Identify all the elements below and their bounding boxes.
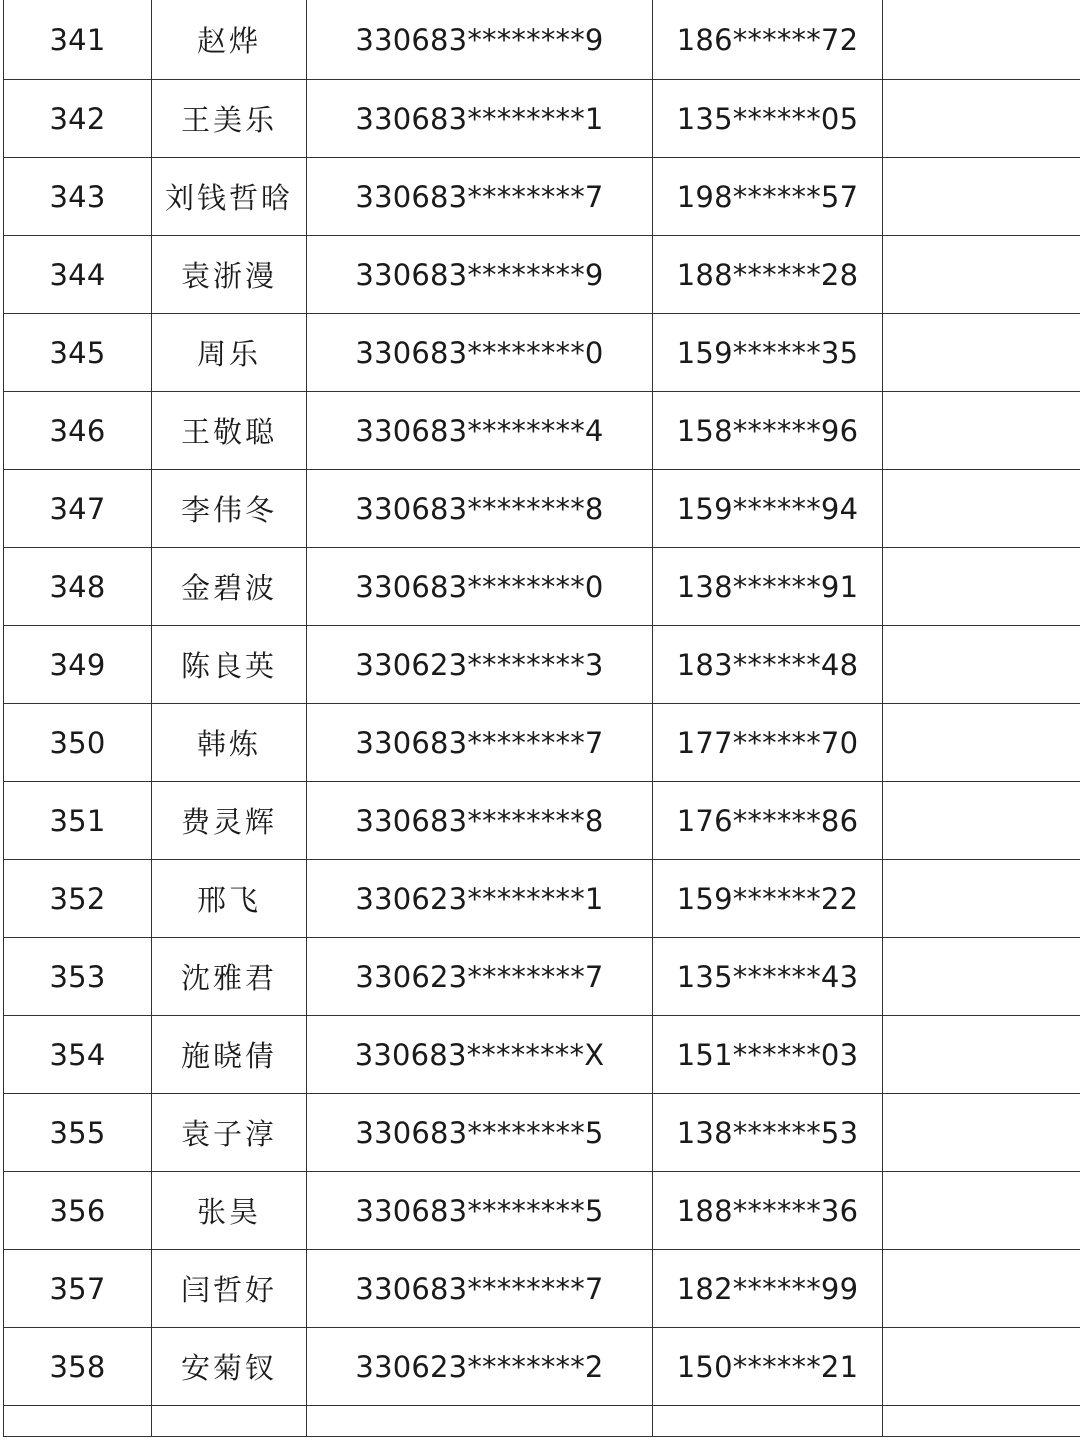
cell-phone: 135******05 <box>653 80 883 158</box>
cell-phone: 150******21 <box>653 1328 883 1406</box>
cell-id-number: 330683********X <box>307 1016 653 1094</box>
cell-name: 金碧波 <box>152 548 307 626</box>
cell-note <box>883 158 1080 236</box>
cell-number: 357 <box>4 1250 152 1328</box>
cell-id-number: 330683********0 <box>307 314 653 392</box>
cell-name: 邢飞 <box>152 860 307 938</box>
cell-empty <box>152 1406 307 1437</box>
roster-sheet <box>3 0 1080 1437</box>
roster-body <box>4 0 1080 1437</box>
cell-id-number: 330683********9 <box>307 0 653 80</box>
cell-name: 施晓倩 <box>152 1016 307 1094</box>
cell-note <box>883 0 1080 80</box>
cell-name: 王美乐 <box>152 80 307 158</box>
cell-phone: 183******48 <box>653 626 883 704</box>
cell-phone: 151******03 <box>653 1016 883 1094</box>
cell-name: 王敬聪 <box>152 392 307 470</box>
table-row <box>4 470 1080 548</box>
cell-note <box>883 1016 1080 1094</box>
cell-name: 袁浙漫 <box>152 236 307 314</box>
cell-name: 安菊钗 <box>152 1328 307 1406</box>
cell-number: 347 <box>4 470 152 548</box>
table-row <box>4 158 1080 236</box>
roster-table <box>3 0 1080 1437</box>
cell-note <box>883 782 1080 860</box>
cell-number: 342 <box>4 80 152 158</box>
cell-number: 349 <box>4 626 152 704</box>
cell-note <box>883 392 1080 470</box>
cell-phone: 135******43 <box>653 938 883 1016</box>
cell-phone: 182******99 <box>653 1250 883 1328</box>
cell-phone: 176******86 <box>653 782 883 860</box>
cell-note <box>883 80 1080 158</box>
table-row <box>4 548 1080 626</box>
cell-name: 张昊 <box>152 1172 307 1250</box>
cell-number: 345 <box>4 314 152 392</box>
cell-number: 346 <box>4 392 152 470</box>
cell-phone: 158******96 <box>653 392 883 470</box>
cell-phone: 188******28 <box>653 236 883 314</box>
cell-note <box>883 470 1080 548</box>
cell-phone: 159******94 <box>653 470 883 548</box>
table-row <box>4 1328 1080 1406</box>
cell-id-number: 330683********0 <box>307 548 653 626</box>
cell-note <box>883 548 1080 626</box>
cell-number: 355 <box>4 1094 152 1172</box>
cell-number: 348 <box>4 548 152 626</box>
table-row <box>4 314 1080 392</box>
cell-id-number: 330683********5 <box>307 1172 653 1250</box>
cell-name: 韩炼 <box>152 704 307 782</box>
cell-empty <box>653 1406 883 1437</box>
cell-number: 358 <box>4 1328 152 1406</box>
cell-id-number: 330683********9 <box>307 236 653 314</box>
cell-empty <box>883 1406 1080 1437</box>
table-row <box>4 1094 1080 1172</box>
cell-note <box>883 704 1080 782</box>
cell-note <box>883 314 1080 392</box>
table-row <box>4 80 1080 158</box>
table-row <box>4 626 1080 704</box>
cell-id-number: 330683********7 <box>307 158 653 236</box>
cell-id-number: 330623********1 <box>307 860 653 938</box>
cell-phone: 138******53 <box>653 1094 883 1172</box>
table-row <box>4 236 1080 314</box>
table-row <box>4 1172 1080 1250</box>
table-row <box>4 1016 1080 1094</box>
cell-id-number: 330683********5 <box>307 1094 653 1172</box>
cell-phone: 138******91 <box>653 548 883 626</box>
cell-number: 354 <box>4 1016 152 1094</box>
cell-phone: 159******35 <box>653 314 883 392</box>
table-row-partial <box>4 1406 1080 1437</box>
cell-note <box>883 236 1080 314</box>
cell-note <box>883 938 1080 1016</box>
table-row <box>4 782 1080 860</box>
cell-id-number: 330683********4 <box>307 392 653 470</box>
cell-number: 343 <box>4 158 152 236</box>
cell-number: 344 <box>4 236 152 314</box>
table-row <box>4 1250 1080 1328</box>
cell-empty <box>4 1406 152 1437</box>
cell-empty <box>307 1406 653 1437</box>
cell-id-number: 330683********8 <box>307 782 653 860</box>
cell-note <box>883 1172 1080 1250</box>
cell-name: 陈良英 <box>152 626 307 704</box>
cell-id-number: 330683********1 <box>307 80 653 158</box>
cell-name: 沈雅君 <box>152 938 307 1016</box>
cell-number: 351 <box>4 782 152 860</box>
cell-note <box>883 860 1080 938</box>
cell-id-number: 330683********7 <box>307 704 653 782</box>
cell-number: 350 <box>4 704 152 782</box>
table-row <box>4 860 1080 938</box>
cell-id-number: 330683********7 <box>307 1250 653 1328</box>
table-row <box>4 392 1080 470</box>
cell-id-number: 330623********3 <box>307 626 653 704</box>
cell-number: 353 <box>4 938 152 1016</box>
cell-name: 费灵辉 <box>152 782 307 860</box>
cell-id-number: 330623********2 <box>307 1328 653 1406</box>
cell-note <box>883 1328 1080 1406</box>
cell-name: 刘钱哲晗 <box>152 158 307 236</box>
cell-note <box>883 626 1080 704</box>
cell-phone: 159******22 <box>653 860 883 938</box>
cell-id-number: 330623********7 <box>307 938 653 1016</box>
cell-phone: 186******72 <box>653 0 883 80</box>
cell-number: 352 <box>4 860 152 938</box>
cell-phone: 188******36 <box>653 1172 883 1250</box>
cell-id-number: 330683********8 <box>307 470 653 548</box>
table-row <box>4 0 1080 80</box>
cell-phone: 177******70 <box>653 704 883 782</box>
cell-name: 闫哲好 <box>152 1250 307 1328</box>
table-row <box>4 704 1080 782</box>
cell-note <box>883 1094 1080 1172</box>
cell-name: 赵烨 <box>152 0 307 80</box>
cell-phone: 198******57 <box>653 158 883 236</box>
cell-number: 356 <box>4 1172 152 1250</box>
cell-name: 袁子淳 <box>152 1094 307 1172</box>
cell-name: 周乐 <box>152 314 307 392</box>
cell-number: 341 <box>4 0 152 80</box>
cell-note <box>883 1250 1080 1328</box>
cell-name: 李伟冬 <box>152 470 307 548</box>
table-row <box>4 938 1080 1016</box>
